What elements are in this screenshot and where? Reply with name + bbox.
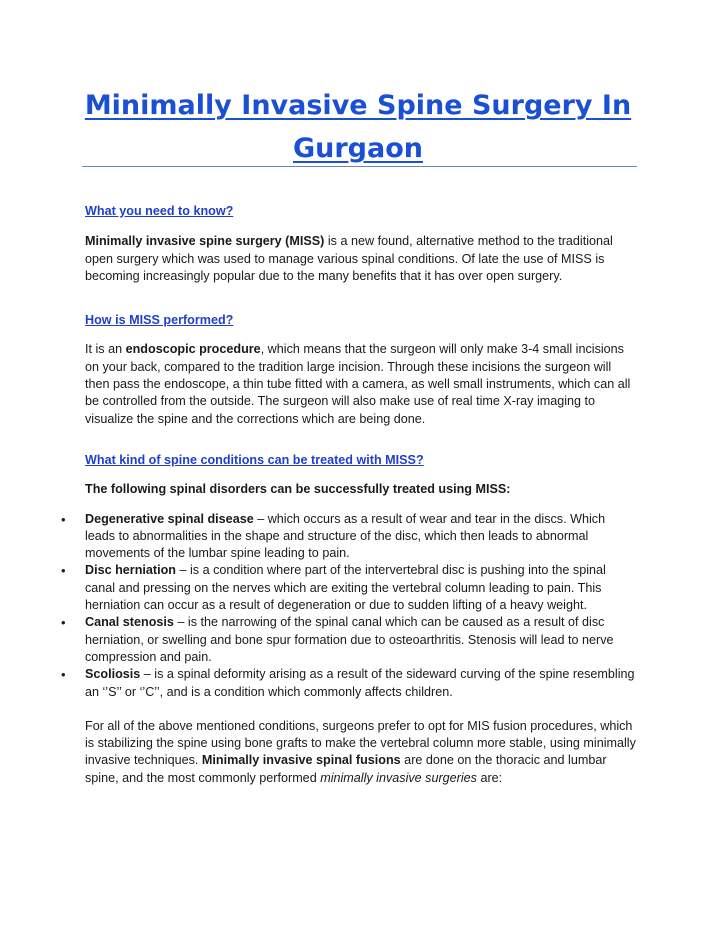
conditions-intro: The following spinal disorders can be successfully treated using MISS:	[85, 482, 511, 497]
paragraph-procedure	[85, 341, 637, 427]
condition-text: – is a condition where part of the intervertebral disc is pushing into the spinal canal and pressing on the nerves which are exiting the vertebral column leading to pain. This herniation can occur as a result of degeneration or due to sudden lifting of a heavy weight.	[85, 563, 606, 613]
bold-term-miss: Minimally invasive spine surgery (MISS)	[85, 234, 325, 249]
paragraph-intro-text: is a new found, alternative method to the traditional open surgery which was used to manage various spinal conditions. Of late the use of MISS is becoming increasingly popular due to the many benefits that it has over open surgery.	[85, 234, 613, 283]
list-item	[61, 614, 637, 666]
document-body	[61, 203, 637, 787]
condition-term: Disc herniation	[85, 563, 176, 578]
section-heading-conditions: What kind of spine conditions can be treated with MISS?	[85, 452, 424, 467]
condition-term: Canal stenosis	[85, 615, 174, 630]
title-divider	[82, 166, 637, 167]
condition-term: Scoliosis	[85, 667, 141, 682]
closing-text-before: For all of the above mentioned conditions, surgeons prefer to opt for MIS fusion procedures, which is stabilizing the spine using bone grafts to make the vertebral column more stable, using minimally invasive techniques.	[85, 718, 636, 768]
section-heading-what-to-know: What you need to know?	[85, 204, 234, 218]
italic-term-surgeries: minimally invasive surgeries	[320, 770, 477, 785]
list-item	[61, 562, 637, 614]
condition-text: – is the narrowing of the spinal canal which can be caused as a result of disc herniation, or swelling and bone spur formation due to osteoarthritis. Stenosis will lead to nerve compression and pain.	[85, 615, 614, 664]
paragraph-closing	[85, 718, 637, 787]
list-item	[61, 511, 637, 563]
bullet-icon: •	[61, 667, 66, 683]
bold-term-fusions: Minimally invasive spinal fusions	[201, 753, 401, 768]
page-title	[80, 84, 636, 170]
title-line-2: Gurgaon	[292, 133, 424, 164]
bullet-icon: •	[61, 615, 66, 631]
condition-term: Degenerative spinal disease	[85, 511, 254, 526]
section-heading-how-performed: How is MISS performed?	[85, 313, 234, 328]
bullet-icon: •	[61, 511, 66, 527]
bullet-icon: •	[61, 563, 66, 579]
paragraph-intro	[85, 233, 637, 285]
bold-term-endoscopic: endoscopic procedure	[125, 342, 261, 357]
procedure-text-before: It is an	[85, 342, 126, 357]
condition-text: – is a spinal deformity arising as a result of the sideward curving of the spine resembling an ‘’S’’ or ‘’C’’, and is a condition which commonly affects children.	[85, 667, 635, 699]
procedure-text-after: , which means that the surgeon will only make 3-4 small incisions on your back, compared to the tradition large incision. Through these incisions the surgeon will then pass the endoscope, a thin tube fitted with a camera, as well small instruments, which can all be controlled from the outside. The surgeon will also make use of real time X-ray imaging to visualize the spine and the corrections which are being done.	[85, 342, 631, 426]
title-line-1: Minimally Invasive Spine Surgery In	[84, 90, 632, 121]
closing-text-middle: are done on the thoracic and lumbar spine, and the most commonly performed	[85, 753, 607, 785]
list-item	[61, 666, 637, 701]
conditions-list	[61, 511, 637, 701]
condition-text: – which occurs as a result of wear and tear in the discs. Which leads to abnormalities in the shape and structure of the disc, which then leads to abnormal movements of the lumbar spine leading to pain.	[85, 511, 606, 561]
closing-text-after: are:	[476, 770, 503, 785]
